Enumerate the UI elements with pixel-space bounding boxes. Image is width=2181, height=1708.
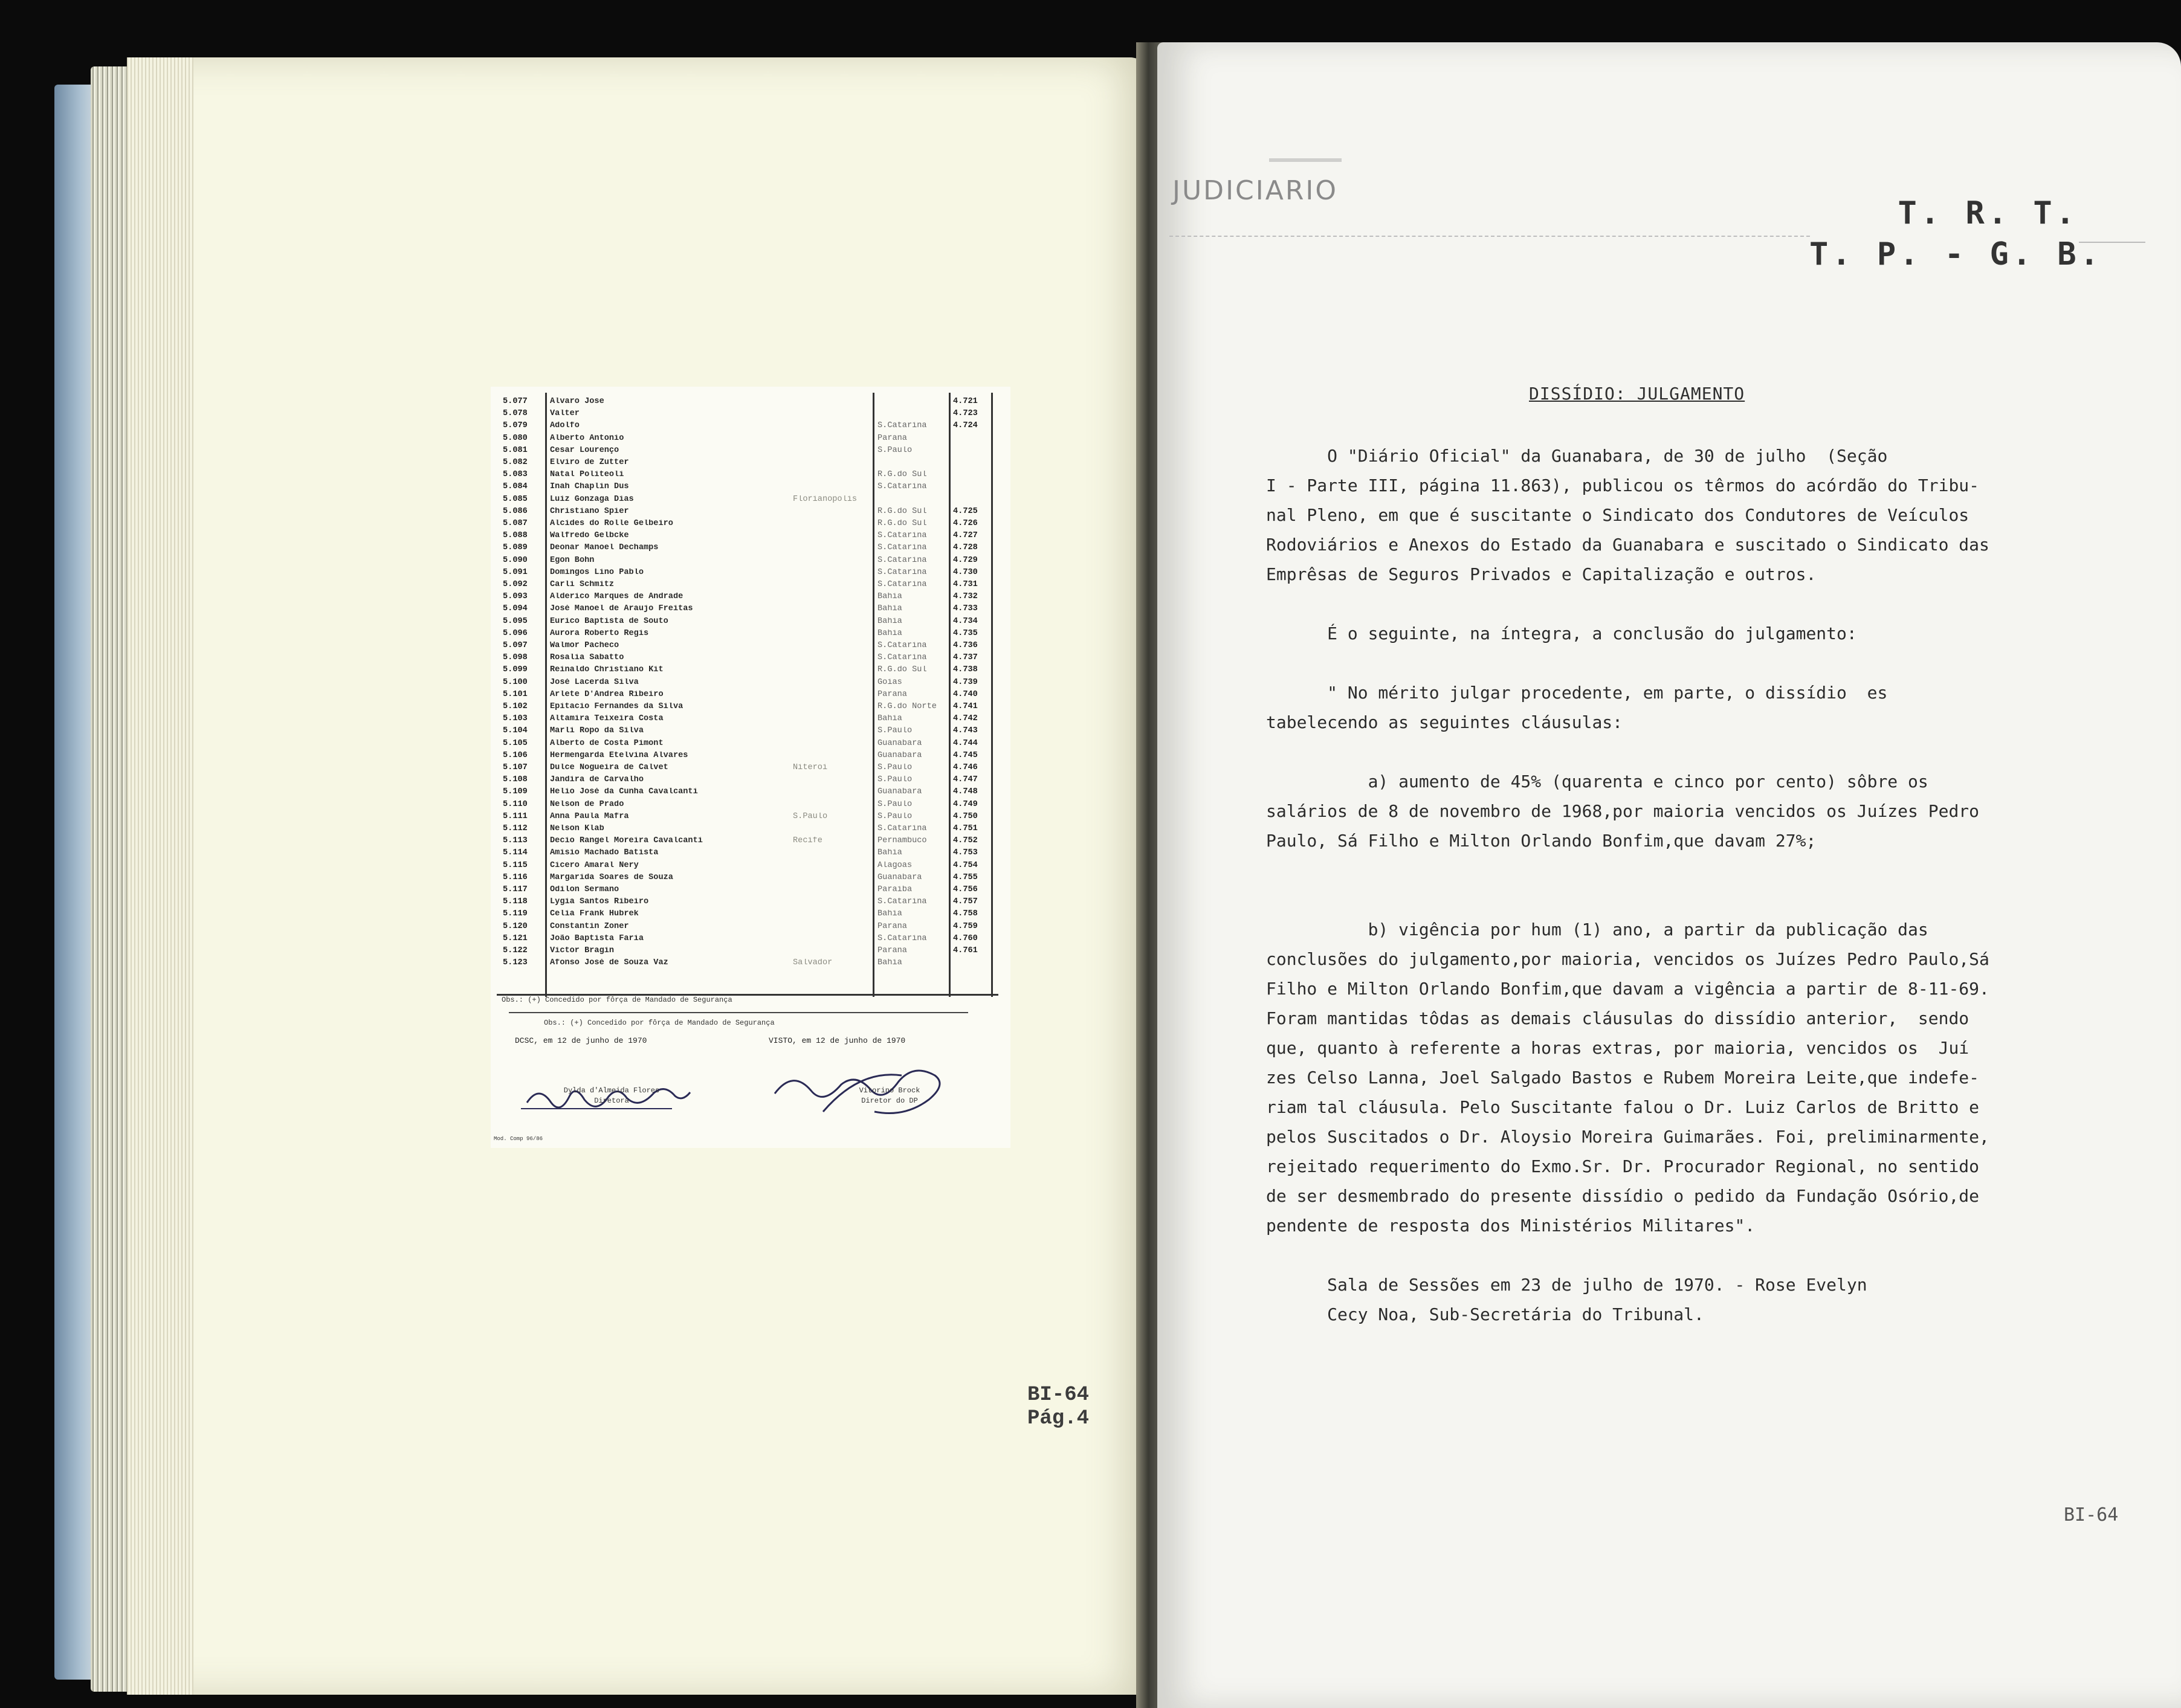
row-number: 5.086: [503, 506, 528, 516]
table-row: [503, 764, 1004, 773]
table-row: [503, 874, 1004, 883]
body-line: Foram mantidas tôdas as demais cláusulas do dissídio anterior, sendo: [1266, 1008, 1969, 1028]
row-name: Alberto Antonio: [550, 434, 624, 443]
row-name: Marli Ropo da Silva: [550, 727, 644, 735]
body-line: É o seguinte, na íntegra, a conclusão do julgamento:: [1266, 624, 1857, 643]
row-number: 5.098: [503, 653, 528, 663]
row-name: José Lacerda Silva: [550, 678, 639, 687]
row-state: S.Catarina: [877, 898, 927, 906]
table-row: [503, 508, 1004, 517]
row-name: Lygia Santos Ribeiro: [550, 898, 649, 906]
row-number: 5.105: [503, 738, 528, 748]
right-page: [1157, 42, 2181, 1708]
row-name: Inah Chaplin Dus: [550, 483, 629, 491]
row-code: 4.729: [953, 556, 978, 565]
table-row: [503, 727, 1004, 736]
body-line: zes Celso Lanna, Joel Salgado Bastos e Rubem Moreira Leite,que indefe-: [1266, 1068, 1980, 1088]
body-line: Filho e Milton Orlando Bonfim,que davam a vigência a partir de 8-11-69.: [1266, 979, 1989, 999]
document-heading: DISSÍDIO: JULGAMENTO: [1529, 384, 1745, 404]
body-line: Rodoviários e Anexos do Estado da Guanabara e suscitado o Sindicato das: [1266, 535, 1989, 555]
row-code: 4.739: [953, 678, 978, 687]
table-row: [503, 605, 1004, 614]
row-state: Guanabara: [877, 739, 922, 748]
row-name: Decio Rangel Moreira Cavalcanti: [550, 837, 703, 845]
row-state: Guanabara: [877, 873, 922, 882]
row-state: S.Catarina: [877, 422, 927, 430]
body-line: a) aumento de 45% (quarenta e cinco por cento) sôbre os: [1266, 772, 1928, 791]
row-state: Alagoas: [877, 861, 913, 870]
row-state: Parana: [877, 922, 907, 931]
row-state: S.Catarina: [877, 544, 927, 552]
row-state: S.Paulo: [877, 764, 913, 772]
body-line: nal Pleno, em que é suscitante o Sindicato dos Condutores de Veículos: [1266, 505, 1969, 525]
row-city: Florianopolis: [793, 495, 858, 504]
body-line: rejeitado requerimento do Exmo.Sr. Dr. Procurador Regional, no sentido: [1266, 1156, 1980, 1176]
row-name: Eurico Baptista de Souto: [550, 617, 668, 626]
row-number: 5.123: [503, 958, 528, 968]
row-name: Celia Frank Hubrek: [550, 910, 639, 918]
table-row: [503, 678, 1004, 688]
table-row: [503, 666, 1004, 675]
row-code: 4.738: [953, 666, 978, 674]
row-name: Aurora Roberto Regis: [550, 629, 649, 638]
row-state: R.G.do Sul: [877, 520, 927, 528]
row-code: 4.761: [953, 947, 978, 955]
row-state: S.Catarina: [877, 581, 927, 589]
row-code: 4.736: [953, 642, 978, 650]
row-name: Egon Bohn: [550, 556, 595, 565]
row-name: Victor Bragin: [550, 947, 615, 955]
row-code: 4.723: [953, 410, 978, 418]
row-number: 5.099: [503, 665, 528, 675]
row-code: 4.728: [953, 544, 978, 552]
row-name: Rosalia Sabatto: [550, 654, 624, 662]
row-name: Constantin Zoner: [550, 922, 629, 931]
row-name: Altamira Teixeira Costa: [550, 715, 664, 723]
body-line: conclusões do julgamento,por maioria, vencidos os Juízes Pedro Paulo,Sá: [1266, 949, 1989, 969]
row-name: Christiano Spier: [550, 507, 629, 516]
letterhead-rule: [1169, 236, 1810, 237]
row-number: 5.122: [503, 946, 528, 955]
row-code: 4.724: [953, 422, 978, 430]
row-name: Amisio Machado Batista: [550, 849, 659, 857]
table-note: Obs.: (+) Concedido por fôrça de Mandado de Segurança: [502, 996, 732, 1004]
row-name: Afonso José de Souza Vaz: [550, 959, 668, 967]
member-table: [503, 393, 1010, 997]
row-name: Dulce Nogueira de Calvet: [550, 764, 668, 772]
row-code: 4.756: [953, 886, 978, 894]
row-number: 5.089: [503, 543, 528, 553]
row-number: 5.079: [503, 421, 528, 431]
body-line: Sala de Sessões em 23 de julho de 1970. - Rose Evelyn: [1266, 1275, 1867, 1295]
row-number: 5.106: [503, 750, 528, 760]
row-number: 5.094: [503, 604, 528, 614]
row-code: 4.754: [953, 861, 978, 870]
date-left: DCSC, em 12 de junho de 1970: [515, 1036, 647, 1045]
row-name: Alvaro Jose: [550, 398, 604, 406]
row-code: 4.743: [953, 727, 978, 735]
table-row: [503, 837, 1004, 846]
row-name: Alberto de Costa Pimont: [550, 739, 664, 748]
table-row: [503, 581, 1004, 590]
row-state: S.Catarina: [877, 825, 927, 833]
row-name: Odilon Sermano: [550, 886, 619, 894]
body-line: que, quanto à referente a horas extras, por maioria, vencidos os Juí: [1266, 1038, 1969, 1058]
row-number: 5.087: [503, 519, 528, 528]
row-name: Valter: [550, 410, 580, 418]
row-number: 5.121: [503, 933, 528, 943]
table-row: [503, 642, 1004, 651]
table-row: [503, 776, 1004, 785]
row-code: 4.745: [953, 751, 978, 760]
row-state: Bahia: [877, 605, 902, 613]
table-row: [503, 825, 1004, 834]
row-code: 4.758: [953, 910, 978, 918]
row-code: 4.759: [953, 922, 978, 931]
row-number: 5.088: [503, 531, 528, 541]
left-page-footer: [1027, 1384, 1089, 1431]
body-line: riam tal cláusula. Pelo Suscitante falou o Dr. Luiz Carlos de Britto e: [1266, 1097, 1980, 1117]
row-code: 4.748: [953, 788, 978, 796]
row-state: Bahia: [877, 593, 902, 601]
row-number: 5.115: [503, 860, 528, 870]
pasted-list-clipping: [491, 387, 1010, 1148]
row-code: 4.751: [953, 825, 978, 833]
row-name: Walfredo Gelbcke: [550, 532, 629, 540]
table-row: [503, 544, 1004, 553]
row-state: S.Paulo: [877, 812, 913, 821]
row-number: 5.112: [503, 824, 528, 833]
footer-page-number: Pág.4: [1027, 1407, 1090, 1431]
row-number: 5.077: [503, 397, 528, 406]
table-row: [503, 446, 1004, 456]
row-city: Salvador: [793, 959, 833, 967]
table-row: [503, 398, 1004, 407]
row-code: 4.757: [953, 898, 978, 906]
row-code: 4.733: [953, 605, 978, 613]
table-row: [503, 556, 1004, 566]
table-row: [503, 520, 1004, 529]
row-number: 5.078: [503, 409, 528, 419]
form-tag: Mod. Comp 96/86: [494, 1136, 543, 1142]
body-line: pendente de resposta dos Ministérios Militares".: [1266, 1216, 1756, 1236]
row-name: Natal Politeoli: [550, 471, 624, 479]
row-code: 4.752: [953, 837, 978, 845]
body-line: " No mérito julgar procedente, em parte, o dissídio es: [1266, 683, 1888, 703]
row-number: 5.083: [503, 470, 528, 480]
row-code: 4.735: [953, 629, 978, 638]
row-name: Hermengarda Etelvina Alvares: [550, 751, 688, 760]
row-state: S.Catarina: [877, 532, 927, 540]
row-number: 5.100: [503, 677, 528, 687]
row-name: Jandira de Carvalho: [550, 776, 644, 784]
row-code: 4.749: [953, 800, 978, 809]
row-number: 5.104: [503, 726, 528, 736]
row-number: 5.080: [503, 433, 528, 443]
row-code: 4.726: [953, 520, 978, 528]
signer-left-title: Diretora: [594, 1097, 629, 1105]
row-number: 5.101: [503, 689, 528, 699]
row-name: Cicero Amaral Nery: [550, 861, 639, 870]
body-line: tabelecendo as seguintes cláusulas:: [1266, 712, 1623, 732]
row-state: S.Catarina: [877, 654, 927, 662]
signer-left-name: Dylda d'Almeida Flores: [563, 1086, 660, 1095]
row-state: Bahia: [877, 629, 902, 638]
table-row: [503, 593, 1004, 602]
row-name: Elviro de Zutter: [550, 459, 629, 467]
row-state: S.Catarina: [877, 483, 927, 491]
row-state: Pernambuco: [877, 837, 927, 845]
table-note-repeat: Obs.: (+) Concedido por fôrça de Mandado de Segurança: [544, 1019, 775, 1027]
row-code: 4.746: [953, 764, 978, 772]
row-code: 4.740: [953, 690, 978, 699]
row-name: Deonar Manoel Dechamps: [550, 544, 659, 552]
row-code: 4.741: [953, 703, 978, 711]
letterhead: JUDICIARIO: [1172, 175, 1339, 206]
row-name: Anna Paula Mafra: [550, 812, 629, 821]
table-row: [503, 849, 1004, 859]
row-state: R.G.do Sul: [877, 666, 927, 674]
row-state: Bahia: [877, 910, 902, 918]
row-state: Paraiba: [877, 886, 913, 894]
row-number: 5.096: [503, 628, 528, 638]
row-number: 5.084: [503, 482, 528, 492]
body-line: O "Diário Oficial" da Guanabara, de 30 de julho (Seção: [1266, 446, 1888, 466]
row-state: S.Catarina: [877, 934, 927, 943]
row-number: 5.092: [503, 580, 528, 589]
row-number: 5.109: [503, 787, 528, 797]
row-name: Domingos Lino Pablo: [550, 568, 644, 577]
table-row: [503, 422, 1004, 431]
table-row: [503, 886, 1004, 895]
signer-right-title: Diretor do DP: [861, 1097, 918, 1105]
row-code: 4.742: [953, 715, 978, 723]
table-row: [503, 410, 1004, 419]
table-row: [503, 959, 1004, 968]
row-city: Niteroi: [793, 764, 828, 772]
row-state: Guanabara: [877, 751, 922, 760]
row-state: Parana: [877, 947, 907, 955]
table-row: [503, 495, 1004, 505]
row-state: Guanabara: [877, 788, 922, 796]
row-code: 4.753: [953, 849, 978, 857]
row-name: Arlete D'Andrea Ribeiro: [550, 690, 664, 699]
row-name: Adolfo: [550, 422, 580, 430]
body-line: b) vigência por hum (1) ano, a partir da publicação das: [1266, 920, 1928, 939]
row-state: Bahia: [877, 715, 902, 723]
body-line: Emprêsas de Seguros Privados e Capitalização e outros.: [1266, 564, 1817, 584]
table-row: [503, 752, 1004, 761]
row-number: 5.117: [503, 885, 528, 894]
table-row: [503, 935, 1004, 944]
row-number: 5.095: [503, 616, 528, 626]
table-row: [503, 691, 1004, 700]
note-rule: [509, 1012, 968, 1013]
row-number: 5.113: [503, 836, 528, 846]
table-row: [503, 630, 1004, 639]
row-number: 5.102: [503, 702, 528, 711]
table-row: [503, 471, 1004, 480]
table-row: [503, 434, 1004, 444]
table-row: [503, 740, 1004, 749]
body-line: I - Parte III, página 11.863), publicou os têrmos do acórdão do Tribu-: [1266, 475, 1980, 495]
row-code: 4.727: [953, 532, 978, 540]
date-right: VISTO, em 12 de junho de 1970: [769, 1036, 906, 1045]
body-line: de ser desmembrado do presente dissídio o pedido da Fundação Osório,de: [1266, 1186, 1980, 1206]
table-row: [503, 459, 1004, 468]
row-name: Walmor Pacheco: [550, 642, 619, 650]
row-name: Helio José da Cunha Cavalcanti: [550, 788, 698, 796]
row-name: Nelson de Prado: [550, 800, 624, 809]
row-state: Bahia: [877, 617, 902, 626]
row-number: 5.111: [503, 811, 528, 821]
row-number: 5.118: [503, 897, 528, 907]
row-number: 5.103: [503, 714, 528, 724]
emblem-line-2: T. P. - G. B.: [1809, 236, 2102, 272]
row-name: Alderico Marques de Andrade: [550, 593, 683, 601]
row-city: S.Paulo: [793, 812, 828, 821]
body-line: Paulo, Sá Filho e Milton Orlando Bonfim,que davam 27%;: [1266, 831, 1817, 851]
row-city: Recife: [793, 837, 822, 845]
row-number: 5.097: [503, 641, 528, 650]
row-number: 5.110: [503, 799, 528, 809]
row-name: Luiz Gonzaga Dias: [550, 495, 634, 504]
row-number: 5.119: [503, 909, 528, 919]
row-state: R.G.do Norte: [877, 703, 937, 711]
row-number: 5.093: [503, 592, 528, 602]
row-code: 4.731: [953, 581, 978, 589]
row-code: 4.744: [953, 739, 978, 748]
row-state: R.G.do Sul: [877, 507, 927, 516]
row-code: 4.732: [953, 593, 978, 601]
row-code: 4.760: [953, 934, 978, 943]
row-state: R.G.do Sul: [877, 471, 927, 479]
table-row: [503, 910, 1004, 920]
footer-code: BI-64: [1027, 1384, 1090, 1407]
row-number: 5.120: [503, 921, 528, 931]
row-name: João Baptista Faria: [550, 934, 644, 943]
row-number: 5.114: [503, 848, 528, 858]
table-row: [503, 813, 1004, 822]
row-code: 4.747: [953, 776, 978, 784]
row-number: 5.116: [503, 872, 528, 882]
table-row: [503, 483, 1004, 492]
row-number: 5.107: [503, 763, 528, 772]
row-number: 5.090: [503, 555, 528, 565]
signer-right-name: Vitorino Brock: [859, 1086, 920, 1095]
row-code: 4.730: [953, 568, 978, 577]
table-row: [503, 923, 1004, 932]
table-row: [503, 947, 1004, 956]
row-name: José Manoel de Araujo Freitas: [550, 605, 693, 613]
row-code: 4.725: [953, 507, 978, 516]
body-line: Cecy Noa, Sub-Secretária do Tribunal.: [1266, 1304, 1704, 1324]
row-state: S.Catarina: [877, 568, 927, 577]
row-code: 4.734: [953, 617, 978, 626]
table-row: [503, 532, 1004, 541]
row-number: 5.081: [503, 445, 528, 455]
row-state: Bahia: [877, 959, 902, 967]
row-state: S.Paulo: [877, 776, 913, 784]
row-state: Goias: [877, 678, 902, 687]
table-row: [503, 898, 1004, 907]
row-state: S.Paulo: [877, 800, 913, 809]
left-page-edge: [127, 57, 193, 1695]
row-number: 5.108: [503, 775, 528, 785]
row-name: Reinaldo Christiano Kit: [550, 666, 664, 674]
table-row: [503, 862, 1004, 871]
row-name: Nelson Klab: [550, 825, 604, 833]
body-line: salários de 8 de novembro de 1968,por maioria vencidos os Juízes Pedro: [1266, 801, 1980, 821]
row-name: Epitacio Fernandes da Silva: [550, 703, 683, 711]
court-emblem: [1809, 193, 2102, 275]
table-row: [503, 715, 1004, 724]
emblem-line-1: T. R. T.: [1898, 195, 2078, 231]
row-number: 5.085: [503, 494, 528, 504]
row-number: 5.082: [503, 458, 528, 467]
row-name: Alcides do Rolle Gelbeiro: [550, 520, 673, 528]
row-code: 4.755: [953, 873, 978, 882]
row-name: Margarida Soares de Souza: [550, 873, 673, 882]
row-code: 4.750: [953, 812, 978, 821]
row-number: 5.091: [503, 567, 528, 577]
table-row: [503, 654, 1004, 663]
row-state: S.Catarina: [877, 556, 927, 565]
table-row: [503, 617, 1004, 627]
row-state: S.Paulo: [877, 446, 913, 455]
row-state: S.Catarina: [877, 642, 927, 650]
row-state: Parana: [877, 690, 907, 699]
table-row: [503, 788, 1004, 798]
row-state: S.Paulo: [877, 727, 913, 735]
row-state: Bahia: [877, 849, 902, 857]
row-code: 4.737: [953, 654, 978, 662]
row-name: Carli Schmitz: [550, 581, 615, 589]
row-state: Parana: [877, 434, 907, 443]
row-code: 4.721: [953, 398, 978, 406]
body-line: pelos Suscitados o Dr. Aloysio Moreira Guimarães. Foi, preliminarmente,: [1266, 1127, 1989, 1147]
right-page-footer: BI-64: [2064, 1504, 2119, 1526]
table-row: [503, 569, 1004, 578]
table-row: [503, 703, 1004, 712]
row-name: Cesar Lourenço: [550, 446, 619, 455]
table-row: [503, 801, 1004, 810]
